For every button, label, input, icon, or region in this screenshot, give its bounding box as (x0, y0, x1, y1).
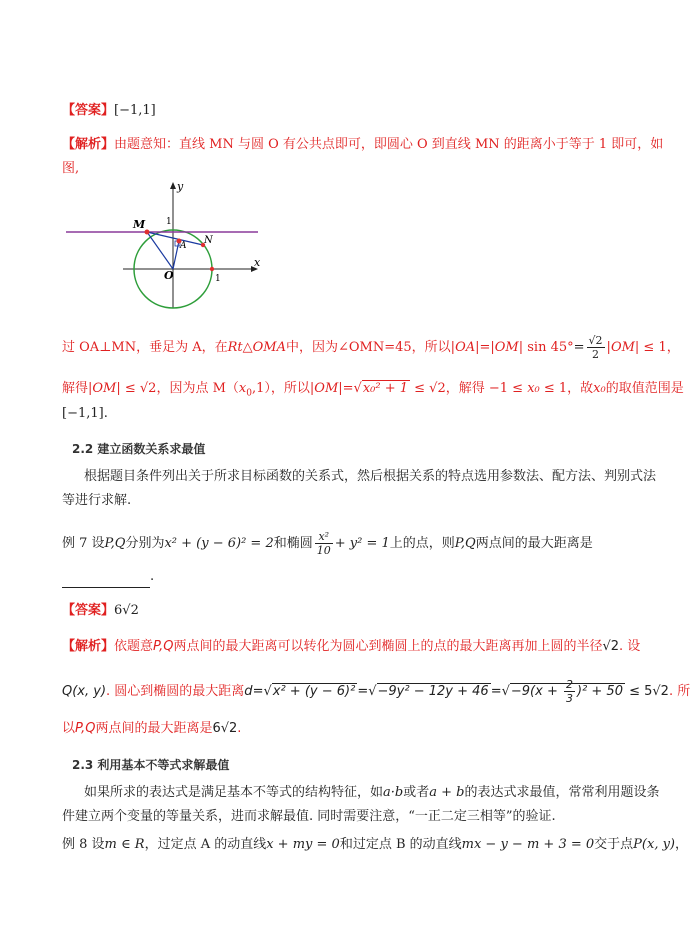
section-2-3-para-2: 件建立两个变量的等量关系，进而求解最值. 同时需要注意，“一正二定三相等”的验证. (62, 809, 556, 824)
answer-tag: 【答案】 (62, 103, 115, 118)
s23-text: 如果所求的表达式是满足基本不等式的结构特征，如 (84, 785, 384, 800)
derivation-line-1 (62, 334, 680, 361)
ex7-math: P,Q (454, 536, 476, 551)
an2-sqrt: −9y² − 12y + 46 (377, 684, 489, 699)
an2-sqrt: x² + (y − 6)² (272, 684, 356, 699)
an2-eq: = (357, 684, 369, 699)
an2-sqrt-long (510, 678, 625, 705)
analysis2-line-3 (62, 718, 241, 740)
deriv-text: 解得| (62, 381, 93, 396)
deriv-eq: = (573, 340, 585, 355)
frac-den: 3 (565, 692, 573, 705)
answer-value: 6√2 (114, 603, 139, 618)
deriv-text: 中，因为∠OMN=45，所以| (286, 340, 456, 355)
section-2-2-para-1: 根据题目条件列出关于所求目标函数的关系式，然后根据关系的特点选用参数法、配方法、判别式法 (84, 469, 657, 484)
deriv-math: OM (610, 340, 635, 355)
an2-bound: ≤ 5√2 (624, 684, 669, 699)
an2-text: . (237, 721, 242, 736)
blank-period: . (150, 569, 155, 584)
label-m: M (133, 218, 146, 231)
ex7-fraction (315, 530, 333, 557)
deriv-math: x₀ (527, 381, 540, 396)
label-x: x (254, 256, 261, 269)
an2-eq: = (252, 684, 264, 699)
deriv-math: Rt△OMA (227, 340, 286, 355)
segment-oa (173, 241, 179, 269)
frac-num: √2 (588, 334, 603, 347)
ex7-text: 和椭圆 (273, 536, 313, 551)
analysis-text: 由题意知：直线 MN 与圆 O 有公共点即可，即圆心 O 到直线 MN 的距离小于等于 1 即可，如 (114, 137, 664, 152)
deriv-text: |= (338, 381, 354, 396)
deriv-sub: 0 (246, 388, 252, 399)
ex7-ellipse-eq: + y² = 1 (334, 536, 390, 551)
section-2-3-title: 2.3 利用基本不等式求解最值 (72, 758, 230, 772)
deriv-math: OM (494, 340, 519, 355)
circle-line-figure (58, 178, 273, 318)
label-y: y (177, 180, 184, 193)
ex7-text: 分别为 (125, 536, 165, 551)
an2-text: . 圆心到椭圆的最大距离 (106, 684, 245, 699)
an2-text: 依题意 (114, 639, 154, 654)
ex8-math: m ∈ R (104, 837, 145, 852)
deriv-text: |=| (475, 340, 495, 355)
an2-text: 以 (62, 721, 76, 736)
label-a: A (180, 241, 187, 251)
example-8 (62, 834, 688, 856)
ex8-math: P(x, y) (633, 837, 676, 852)
an2-text: 两点间的最大距离是 (95, 721, 213, 736)
deriv-range: [−1,1]. (62, 406, 108, 421)
ex8-text: 交于点 (594, 837, 634, 852)
deriv-math: OA (455, 340, 476, 355)
deriv-text: ,1），所以| (251, 381, 315, 396)
answer-line-2 (62, 600, 139, 622)
label-1-top: 1 (166, 217, 172, 227)
an2-eq: = (490, 684, 502, 699)
an2-text: . 设 (619, 639, 641, 654)
derivation-line-2: 解得|OM| ≤ √2，因为点 $M(x_0,1)$，所以|OM|=√x₀² + 1 ≤ √2，解得 −1 ≤ x₀ ≤ 1，故x₀的取值范围是 (62, 381, 684, 399)
example-7-blank-line (62, 566, 154, 588)
frac-den: 2 (592, 348, 600, 361)
point-m (145, 230, 150, 235)
s23-math: a + b (429, 785, 465, 800)
ex7-circle-eq: x² + (y − 6)² = 2 (164, 536, 274, 551)
deriv-math: x (238, 381, 247, 396)
an2-sqrt-part: )² + 50 (576, 684, 623, 699)
an2-radius: √2 (602, 639, 620, 654)
s23-text: 的表达式求最值，常常利用题设条 (464, 785, 660, 800)
deriv-text: ≤ 1，故 (539, 381, 594, 396)
deriv-text: | sin 45° (518, 340, 574, 355)
deriv-text: ≤ √2，解得 −1 ≤ (410, 381, 528, 396)
an2-math: P,Q (75, 721, 96, 736)
an2-fraction (564, 678, 575, 705)
derivation-line-3 (62, 403, 108, 425)
label-1-right: 1 (215, 274, 221, 284)
an2-result: 6√2 (212, 721, 238, 736)
answer-value: [−1,1] (114, 103, 156, 118)
ex8-text: 例 8 设 (62, 837, 105, 852)
deriv-text: 的取值范围是 (605, 381, 684, 396)
sqrt-expression: x₀² + 1 (362, 381, 409, 396)
section-2-2-para-2: 等进行求解. (62, 493, 132, 508)
answer-line-1 (62, 100, 156, 122)
fraction-sqrt2-over-2 (587, 334, 605, 361)
example-7 (62, 530, 593, 557)
analysis-tag: 【解析】 (62, 639, 115, 654)
s23-math: a·b (383, 785, 404, 800)
frac-den: 10 (316, 544, 331, 557)
ex8-text: ， (675, 837, 689, 852)
an2-math: Q(x, y) (62, 684, 107, 699)
deriv-math: x₀ (593, 381, 606, 396)
analysis-text-cont: 图, (62, 161, 80, 176)
deriv-text: | (606, 340, 611, 355)
ex8-text: 和过定点 B 的动直线 (339, 837, 462, 852)
s23-text: 或者 (403, 785, 430, 800)
section-2-2-title: 2.2 建立函数关系求最值 (72, 442, 206, 456)
deriv-text: 过 OA⊥MN，垂足为 A，在 (62, 340, 228, 355)
an2-sqrt-part: −9(x + (510, 684, 562, 699)
an2-text: . 所 (668, 684, 690, 699)
ex7-text: 例 7 设 (62, 536, 105, 551)
label-n: N (204, 235, 213, 246)
y-axis-arrow (170, 182, 176, 189)
ex7-text: 上的点，则 (389, 536, 455, 551)
frac-num: x² (315, 530, 333, 544)
an2-text: 两点间的最大距离可以转化为圆心到椭圆上的点的最大距离再加上圆的半径 (173, 639, 603, 654)
an2-math: P,Q (153, 639, 174, 654)
point-x1 (210, 267, 214, 271)
deriv-text: | ≤ √2，因为点 M（ (116, 381, 239, 396)
label-o: O (164, 269, 174, 282)
answer-blank (62, 575, 150, 588)
analysis-line-1 (62, 134, 663, 156)
frac-num: 2 (565, 678, 573, 691)
section-2-3-para-1 (84, 782, 660, 804)
ex7-math: P,Q (104, 536, 126, 551)
analysis2-line-2: Q(x, y). 圆心到椭圆的最大距离d=√x² + (y − 6)² =√−9y² − 12y + 46 =√−9(x + $\frac{2}{3}$ )² + 50 ≤ 5√2. 所 (62, 678, 690, 705)
ex8-math: x + my = 0 (266, 837, 340, 852)
ex8-text: ，过定点 A 的动直线 (144, 837, 267, 852)
analysis2-line-1 (62, 636, 640, 658)
an2-math: d (244, 684, 253, 699)
analysis-line-2 (62, 158, 79, 180)
deriv-math: OM (92, 381, 117, 396)
deriv-text: | ≤ 1， (634, 340, 680, 355)
ex7-text: 两点间的最大距离是 (475, 536, 593, 551)
analysis-tag: 【解析】 (62, 137, 115, 152)
deriv-math: OM (314, 381, 339, 396)
answer-tag: 【答案】 (62, 603, 115, 618)
ex8-math: mx − y − m + 3 = 0 (461, 837, 595, 852)
